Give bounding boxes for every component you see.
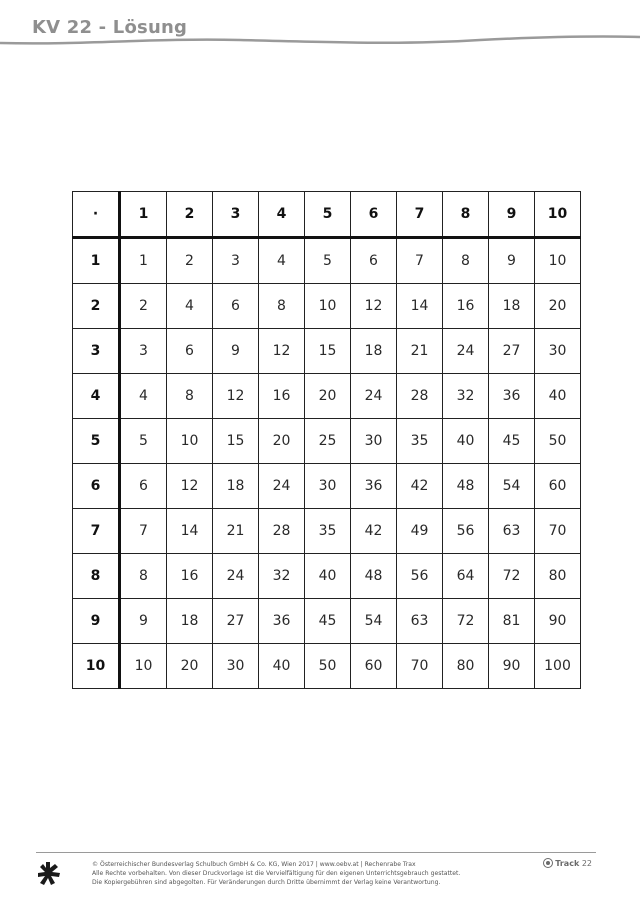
table-cell: 21	[397, 329, 443, 374]
publisher-logo-icon	[36, 860, 62, 886]
table-cell: 63	[397, 599, 443, 644]
table-cell: 8	[120, 554, 167, 599]
table-cell: 24	[443, 329, 489, 374]
table-cell: 42	[351, 509, 397, 554]
table-cell: 42	[397, 464, 443, 509]
table-cell: 70	[535, 509, 581, 554]
column-header: 8	[443, 192, 489, 238]
table-cell: 14	[397, 284, 443, 329]
column-header: 5	[305, 192, 351, 238]
footer-line-1: © Österreichischer Bundesverlag Schulbuch GmbH & Co. KG, Wien 2017 | www.oebv.at | Rechenrabe Trax	[92, 861, 416, 868]
table-cell: 32	[259, 554, 305, 599]
table-cell: 64	[443, 554, 489, 599]
table-cell: 25	[305, 419, 351, 464]
table-row	[73, 599, 581, 644]
row-header: 3	[73, 329, 120, 374]
table-cell: 24	[351, 374, 397, 419]
table-cell: 40	[535, 374, 581, 419]
multiplication-table	[72, 191, 581, 689]
column-header: 2	[167, 192, 213, 238]
table-cell: 30	[213, 644, 259, 689]
table-cell: 15	[213, 419, 259, 464]
table-row	[73, 419, 581, 464]
table-cell: 24	[213, 554, 259, 599]
table-cell: 27	[213, 599, 259, 644]
table-cell: 45	[489, 419, 535, 464]
table-cell: 6	[167, 329, 213, 374]
table-cell: 36	[351, 464, 397, 509]
row-header: 2	[73, 284, 120, 329]
table-cell: 20	[167, 644, 213, 689]
table-cell: 36	[259, 599, 305, 644]
row-header: 8	[73, 554, 120, 599]
table-cell: 50	[305, 644, 351, 689]
track-label-text: Track	[555, 859, 580, 868]
table-cell: 30	[305, 464, 351, 509]
page-title: KV 22 - Lösung	[32, 17, 188, 38]
table-cell: 6	[213, 284, 259, 329]
table-cell: 36	[489, 374, 535, 419]
table-cell: 32	[443, 374, 489, 419]
table-cell: 8	[167, 374, 213, 419]
table-cell: 60	[535, 464, 581, 509]
table-cell: 35	[397, 419, 443, 464]
table-cell: 5	[305, 238, 351, 284]
table-cell: 72	[489, 554, 535, 599]
table-cell: 54	[489, 464, 535, 509]
table-cell: 70	[397, 644, 443, 689]
table-cell: 45	[305, 599, 351, 644]
table-cell: 18	[167, 599, 213, 644]
table-cell: 10	[305, 284, 351, 329]
table-cell: 18	[213, 464, 259, 509]
table-cell: 7	[397, 238, 443, 284]
table-cell: 90	[489, 644, 535, 689]
column-header: 7	[397, 192, 443, 238]
table-cell: 56	[397, 554, 443, 599]
table-cell: 16	[259, 374, 305, 419]
table-cell: 80	[535, 554, 581, 599]
table-cell: 80	[443, 644, 489, 689]
table-row	[73, 238, 581, 284]
table-cell: 10	[120, 644, 167, 689]
table-cell: 27	[489, 329, 535, 374]
table-cell: 6	[351, 238, 397, 284]
table-cell: 9	[489, 238, 535, 284]
footer-copyright	[92, 860, 512, 887]
track-label	[543, 858, 592, 868]
table-cell: 6	[120, 464, 167, 509]
table-cell: 20	[259, 419, 305, 464]
table-cell: 4	[167, 284, 213, 329]
row-header: 9	[73, 599, 120, 644]
column-header: 3	[213, 192, 259, 238]
column-header: 6	[351, 192, 397, 238]
table-cell: 60	[351, 644, 397, 689]
table-cell: 2	[120, 284, 167, 329]
table-row	[73, 644, 581, 689]
table-cell: 12	[213, 374, 259, 419]
table-row	[73, 464, 581, 509]
table-row	[73, 509, 581, 554]
table-cell: 40	[443, 419, 489, 464]
table-cell: 8	[443, 238, 489, 284]
table-cell: 12	[167, 464, 213, 509]
row-header: 4	[73, 374, 120, 419]
column-header: 4	[259, 192, 305, 238]
column-header: 10	[535, 192, 581, 238]
table-cell: 49	[397, 509, 443, 554]
table-cell: 10	[535, 238, 581, 284]
row-header: 10	[73, 644, 120, 689]
table-cell: 28	[259, 509, 305, 554]
table-cell: 10	[167, 419, 213, 464]
table-cell: 24	[259, 464, 305, 509]
table-cell: 16	[443, 284, 489, 329]
table-cell: 18	[489, 284, 535, 329]
table-cell: 15	[305, 329, 351, 374]
table-cell: 21	[213, 509, 259, 554]
column-header: 9	[489, 192, 535, 238]
table-cell: 40	[305, 554, 351, 599]
table-cell: 20	[305, 374, 351, 419]
table-cell: 100	[535, 644, 581, 689]
table-cell: 3	[120, 329, 167, 374]
table-cell: 12	[351, 284, 397, 329]
table-header-row	[73, 192, 581, 238]
row-header: 5	[73, 419, 120, 464]
column-header: 1	[120, 192, 167, 238]
table-row	[73, 554, 581, 599]
track-number: 22	[581, 859, 592, 868]
table-row	[73, 374, 581, 419]
table-cell: 28	[397, 374, 443, 419]
table-cell: 20	[535, 284, 581, 329]
table-cell: 8	[259, 284, 305, 329]
footer-line-3: Die Kopiergebühren sind abgegolten. Für Veränderungen durch Dritte übernimmt der Verlag keine Verantwortung.	[92, 879, 441, 886]
table-cell: 48	[443, 464, 489, 509]
table-cell: 40	[259, 644, 305, 689]
table-cell: 3	[213, 238, 259, 284]
table-cell: 5	[120, 419, 167, 464]
table-cell: 56	[443, 509, 489, 554]
table-cell: 50	[535, 419, 581, 464]
table-cell: 16	[167, 554, 213, 599]
table-cell: 48	[351, 554, 397, 599]
table-cell: 63	[489, 509, 535, 554]
table-cell: 12	[259, 329, 305, 374]
footer-divider	[36, 852, 596, 853]
table-cell: 72	[443, 599, 489, 644]
table-cell: 81	[489, 599, 535, 644]
table-cell: 35	[305, 509, 351, 554]
table-row	[73, 284, 581, 329]
table-cell: 9	[213, 329, 259, 374]
table-cell: 30	[351, 419, 397, 464]
header-divider	[0, 34, 640, 50]
row-header: 7	[73, 509, 120, 554]
table-cell: 18	[351, 329, 397, 374]
table-cell: 4	[120, 374, 167, 419]
table-cell: 90	[535, 599, 581, 644]
table-cell: 9	[120, 599, 167, 644]
table-cell: 30	[535, 329, 581, 374]
table-cell: 7	[120, 509, 167, 554]
row-header: 6	[73, 464, 120, 509]
table-cell: 1	[120, 238, 167, 284]
table-cell: 14	[167, 509, 213, 554]
footer-line-2: Alle Rechte vorbehalten. Von dieser Druckvorlage ist die Vervielfältigung für den eigenen Unterrichtsgebrauch gestattet.	[92, 870, 461, 877]
corner-cell: ·	[73, 192, 120, 238]
table-cell: 54	[351, 599, 397, 644]
table-row	[73, 329, 581, 374]
track-circle-icon	[543, 858, 553, 868]
row-header: 1	[73, 238, 120, 284]
table-cell: 4	[259, 238, 305, 284]
table-cell: 2	[167, 238, 213, 284]
